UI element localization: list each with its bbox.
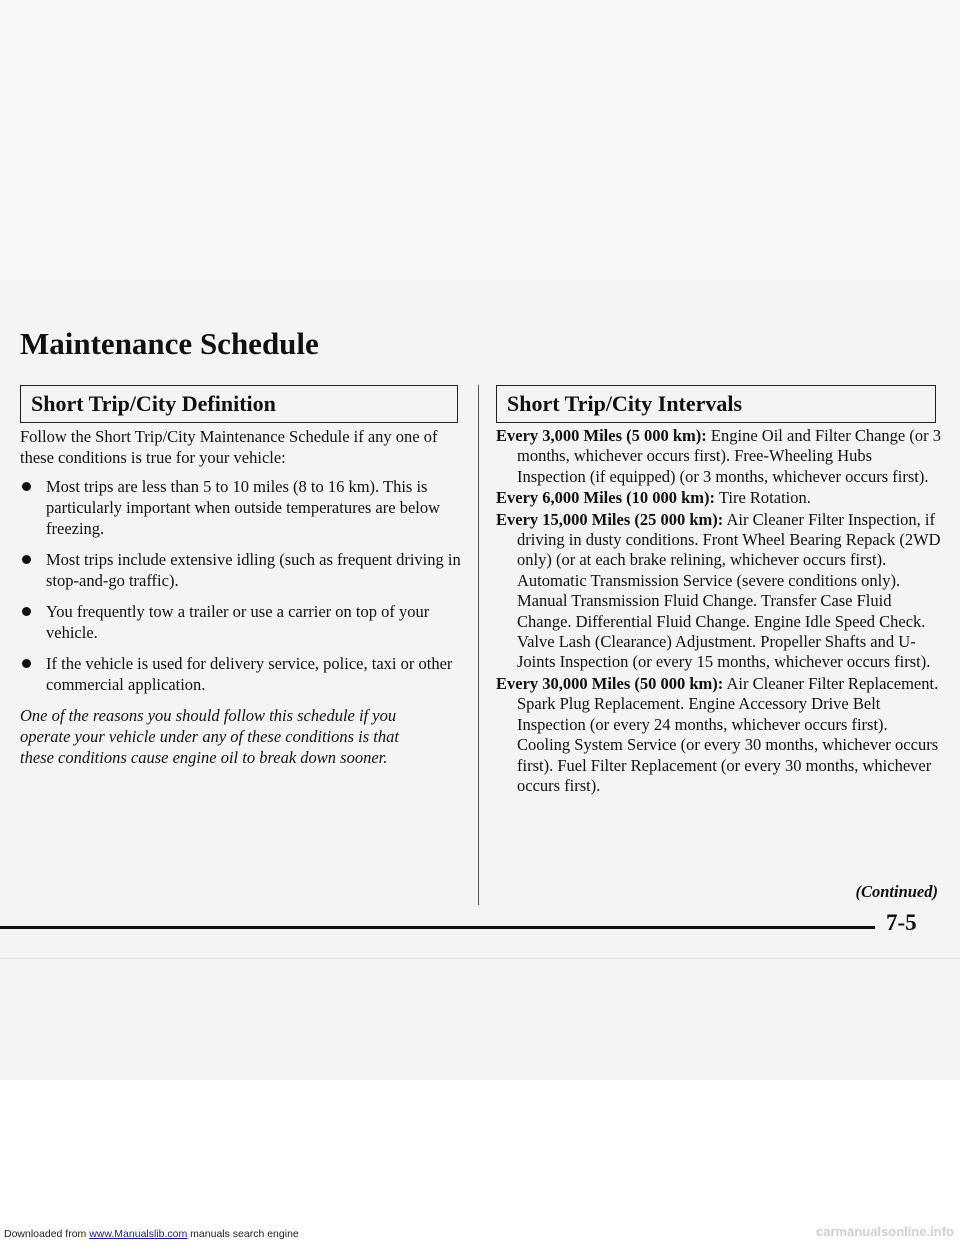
interval-text: Engine Oil and Filter Change (or 3 months, whichever occurs first). Free-Wheeling Hubs Inspection (if equipped) (or 3 months, whichever occurs first).	[517, 426, 941, 486]
download-footer: Downloaded from www.Manualslib.com manuals search engine	[4, 1228, 299, 1240]
page-title: Maintenance Schedule	[20, 326, 319, 361]
bullet-icon	[22, 482, 31, 491]
bullet-icon	[22, 659, 31, 668]
interval-lead: Every 6,000 Miles (10 000 km):	[496, 488, 716, 508]
interval-entry	[496, 488, 941, 508]
interval-text: Tire Rotation.	[718, 488, 811, 508]
intro-text: Follow the Short Trip/City Maintenance Schedule if any one of these conditions is true for your vehicle:	[20, 427, 438, 467]
interval-text: Air Cleaner Filter Inspection, if driving in dusty conditions. Front Wheel Bearing Repack (2WD only) (or at each brake relining, whichever occurs first). Automatic Transmission Service (severe conditions only). Manual Transmission Fluid Change. Transfer Case Fluid Change. Differential Fluid Change. Engine Idle Speed Check. Valve Lash (Clearance) Adjustment. Propeller Shafts and U-Joints Inspection (or every 15 months, whichever occurs first).	[517, 509, 941, 672]
manualslib-link[interactable]: www.Manualslib.com	[89, 1228, 188, 1240]
bullet-icon	[22, 555, 31, 564]
conditions-list	[20, 476, 465, 695]
interval-entry	[496, 426, 941, 487]
interval-lead: Every 3,000 Miles (5 000 km):	[496, 426, 707, 445]
list-item: You frequently tow a trailer or use a carrier on top of your vehicle.	[20, 601, 465, 643]
list-item: Most trips include extensive idling (such as frequent driving in stop-and-go traffic).	[20, 549, 465, 591]
page-edge-line	[0, 958, 960, 959]
interval-entry	[496, 510, 941, 673]
interval-entry	[496, 674, 941, 796]
bullet-icon	[22, 607, 31, 616]
site-watermark: carmanualsonline.info	[816, 1224, 954, 1239]
italic-note: One of the reasons you should follow this schedule if you operate your vehicle under any of these conditions is that these conditions cause engine oil to break down sooner.	[20, 706, 399, 767]
section-heading-definition: Short Trip/City Definition	[20, 385, 458, 423]
interval-text: Air Cleaner Filter Replacement. Spark Plug Replacement. Engine Accessory Drive Belt Inspection (or every 24 months, whichever occurs first). Cooling System Service (or every 30 months, whichever occurs first). Fuel Filter Replacement (or every 30 months, whichever occurs first).	[517, 673, 939, 795]
definition-column	[20, 426, 465, 785]
page-number: 7-5	[886, 910, 917, 935]
list-item: Most trips are less than 5 to 10 miles (8 to 16 km). This is particularly important when outside temperatures are below freezing.	[20, 476, 465, 539]
bottom-rule	[0, 926, 875, 929]
column-divider	[478, 385, 479, 905]
interval-lead: Every 30,000 Miles (50 000 km):	[496, 673, 724, 693]
list-item: If the vehicle is used for delivery service, police, taxi or other commercial application.	[20, 653, 465, 695]
section-heading-intervals: Short Trip/City Intervals	[496, 385, 936, 423]
page-top-margin	[0, 0, 960, 280]
continued-label: (Continued)	[855, 882, 938, 901]
interval-lead: Every 15,000 Miles (25 000 km):	[496, 509, 724, 529]
intervals-column	[496, 426, 941, 797]
